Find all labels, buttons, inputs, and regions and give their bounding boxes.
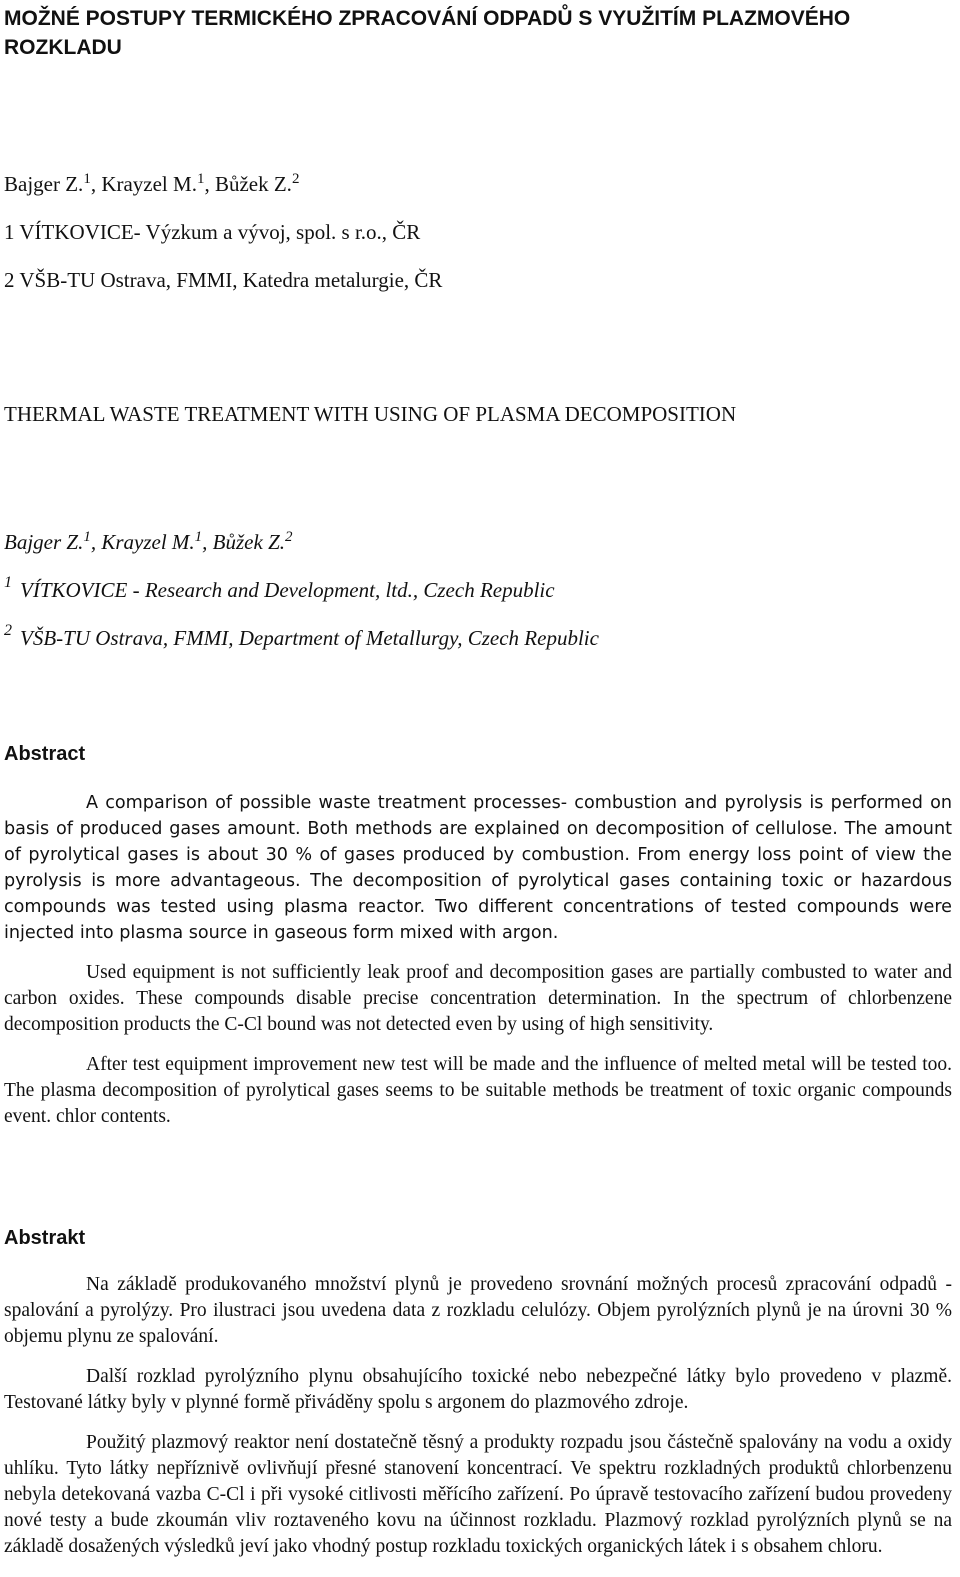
author-3-affiliation-mark: 2 [285, 529, 293, 545]
affiliation-czech-2 [4, 266, 952, 294]
abstract-english-paragraph-3: After test equipment improvement new test will be made and the influence of melted metal will be tested too. The plasma decomposition of pyrolytical gases seems to be suitable methods be treatment of toxic organic compounds event. chlor contents. [4, 1054, 952, 1127]
affiliation-czech-1 [4, 218, 952, 246]
author-1: Bajger Z. [4, 172, 84, 196]
author-1-affiliation-mark: 1 [83, 171, 91, 187]
affiliation-text: VÍTKOVICE - Research and Development, ltd., Czech Republic [20, 578, 555, 602]
paper-page [4, 0, 952, 1560]
author-2: , Krayzel M. [90, 172, 197, 196]
abstract-czech-paragraph-2: Další rozklad pyrolýzního plynu obsahujícího toxické nebo nebezpečné látky bylo provedeno v plazmě. Testované látky byly v plynné formě přiváděny spolu s argonem do plazmového zdroje. [4, 1366, 952, 1413]
affiliation-number: 1 [4, 220, 15, 244]
author-1-affiliation-mark: 1 [83, 529, 91, 545]
affiliation-number: 1 [4, 574, 12, 591]
affiliation-number: 2 [4, 268, 15, 292]
affiliation-number: 2 [4, 622, 12, 639]
page-title-english: THERMAL WASTE TREATMENT WITH USING OF PLASMA DECOMPOSITION [4, 402, 737, 426]
author-2-affiliation-mark: 1 [194, 529, 203, 545]
affiliation-text: VÍTKOVICE- Výzkum a vývoj, spol. s r.o., ČR [19, 220, 421, 244]
affiliation-english-2 [4, 624, 952, 652]
author-2: , Krayzel M. [90, 530, 195, 554]
page-title-czech: MOŽNÉ POSTUPY TERMICKÉHO ZPRACOVÁNÍ ODPADŮ S VYUŽITÍM PLAZMOVÉHO ROZKLADU [4, 7, 851, 59]
abstract-english-paragraph-1: A comparison of possible waste treatment processes- combustion and pyrolysis is performed on basis of produced gases amount. Both methods are explained on decomposition of cellulose. The amount of pyrolytical gases is about 30 % of gases produced by combustion. From energy loss point of view the pyrolysis is more advantageous. The decomposition of pyrolytical gases containing toxic or hazardous compounds was tested using plasma reactor. Two different concentrations of tested compounds were injected into plasma source in gaseous form mixed with argon. [4, 793, 952, 943]
abstract-heading-english: Abstract [4, 743, 86, 765]
author-3: , Bůžek Z. [204, 172, 292, 196]
author-3: , Bůžek Z. [202, 530, 285, 554]
abstract-czech-paragraph-3: Použitý plazmový reaktor není dostatečně těsný a produkty rozpadu jsou částečně spalovány na vodu a oxidy uhlíku. Tyto látky nepříznivě ovlivňují přesné stanovení koncentrací. Ve spektru rozkladných produktů chlorbenzenu nebyla detekovaná vazba C-Cl i při vysoké citlivosti měřícího zařízení. Po úpravě testovacího zařízení budou provedeny nové testy a bude zkoumán vliv roztaveného kovu na účinnost rozkladu. Plazmový rozklad pyrolýzních plynů se na základě dosažených výsledků jeví jako vhodný postup rozkladu toxických organických látek i s obsahem chloru. [4, 1432, 952, 1557]
affiliation-text: VŠB-TU Ostrava, FMMI, Katedra metalurgie, ČR [19, 268, 443, 292]
authors-english [4, 528, 952, 556]
abstract-english-paragraph-2: Used equipment is not sufficiently leak proof and decomposition gases are partially combusted to water and carbon oxides. These compounds disable precise concentration determination. In the spectrum of chlorbenzene decomposition products the C-Cl bound was not detected even by using of high sensitivity. [4, 962, 952, 1035]
abstract-czech-paragraph-1: Na základě produkovaného množství plynů je provedeno srovnání možných procesů zpracování odpadů - spalování a pyrolýzy. Pro ilustraci jsou uvedena data z rozkladu celulózy. Objem pyrolýzních plynů je na úrovni 30 % objemu plynu ze spalování. [4, 1274, 952, 1347]
authors-czech [4, 170, 952, 198]
author-3-affiliation-mark: 2 [291, 171, 300, 187]
abstract-heading-czech: Abstrakt [4, 1227, 86, 1249]
affiliation-text: VŠB-TU Ostrava, FMMI, Department of Metallurgy, Czech Republic [20, 626, 599, 650]
author-1: Bajger Z. [4, 530, 84, 554]
author-2-affiliation-mark: 1 [196, 171, 205, 187]
affiliation-english-1 [4, 576, 952, 604]
